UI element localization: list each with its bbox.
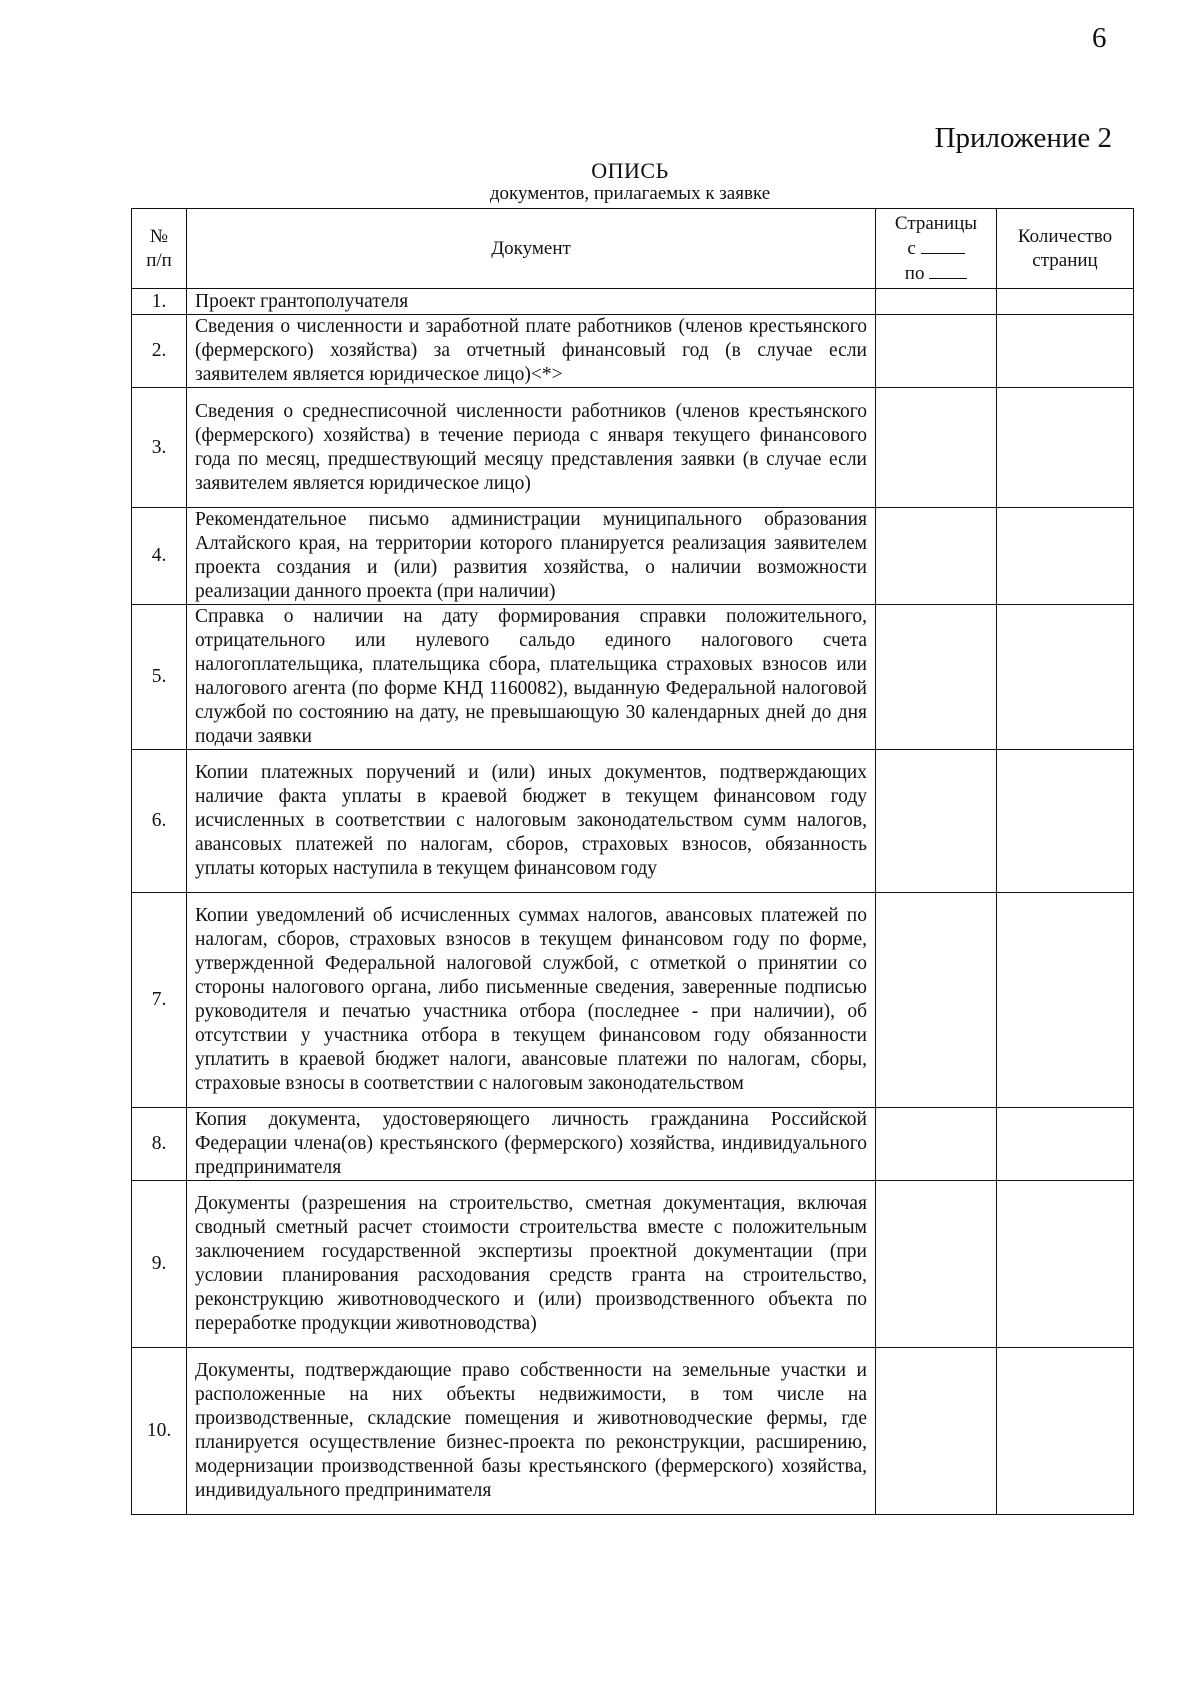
pages-range-cell[interactable] [876,508,997,605]
row-number: 1. [132,289,187,315]
header-document: Документ [187,209,876,289]
table-row [132,388,1134,508]
page-count-cell[interactable] [997,1108,1134,1181]
row-number: 4. [132,508,187,605]
pages-from-blank-line [921,236,965,254]
document-name: Рекомендательное письмо администрации муниципального образования Алтайского края, на территории которого планируется реализация заявителем проекта создания и (или) развития хозяйства, о наличии возможности реализации данного проекта (при наличии) [187,508,876,605]
pages-range-cell[interactable] [876,893,997,1108]
page-count-cell[interactable] [997,893,1134,1108]
pages-range-cell[interactable] [876,289,997,315]
row-number: 7. [132,893,187,1108]
documents-inventory-table [131,208,1134,1515]
row-number: 5. [132,605,187,750]
table-row [132,289,1134,315]
table-row [132,1181,1134,1348]
document-name: Копии уведомлений об исчисленных суммах налогов, авансовых платежей по налогам, сборов, страховых взносов в текущем финансовом году по форме, утвержденной Федеральной налоговой службой, с отметкой о принятии со стороны налогового органа, либо письменные сведения, заверенные подписью руководителя и печатью участника отбора (последнее - при наличии), об отсутствии у участника отбора в текущем финансовом году обязанности уплатить в краевой бюджет налоги, авансовые платежи по налогам, сборы, страховые взносы в соответствии с налоговым законодательством [187,893,876,1108]
row-number: 9. [132,1181,187,1348]
page-count-cell[interactable] [997,289,1134,315]
page-count-cell[interactable] [997,388,1134,508]
pages-to-blank-line [929,261,967,279]
document-title: ОПИСЬ [591,158,669,183]
page-count-cell[interactable] [997,1348,1134,1515]
row-number: 2. [132,315,187,388]
header-pages-to: по [904,262,925,284]
table-header-row [132,209,1134,289]
table-row [132,508,1134,605]
header-pages-title: Страницы [894,212,978,234]
row-number: 8. [132,1108,187,1181]
page-count-cell[interactable] [997,315,1134,388]
row-number: 6. [132,750,187,893]
page-count-cell[interactable] [997,1181,1134,1348]
header-pages-from: с [907,237,916,259]
header-number-abbr: п/п [146,249,172,271]
pages-range-cell[interactable] [876,388,997,508]
row-number: 3. [132,388,187,508]
document-name: Справка о наличии на дату формирования справки положительного, отрицательного или нулевого сальдо единого налогового счета налогоплательщика, плательщика сбора, плательщика страховых взносов или налогового агента (по форме КНД 1160082), выданную Федеральной налоговой службой по состоянию на дату, не превышающую 30 календарных дней до дня подачи заявки [187,605,876,750]
row-number: 10. [132,1348,187,1515]
pages-range-cell[interactable] [876,1181,997,1348]
table-row [132,893,1134,1108]
table-body [132,289,1134,1515]
pages-range-cell[interactable] [876,750,997,893]
document-name: Сведения о среднесписочной численности работников (членов крестьянского (фермерского) хозяйства) в течение периода с января текущего финансового года по месяц, предшествующий месяцу представления заявки (в случае если заявителем является юридическое лицо) [187,388,876,508]
page-count-cell[interactable] [997,750,1134,893]
page-number: 6 [1092,22,1107,54]
pages-range-cell[interactable] [876,1108,997,1181]
document-name: Документы (разрешения на строительство, сметная документация, включая сводный сметный расчет стоимости строительства вместе с положительным заключением государственной экспертизы проектной документации (при условии планирования расходования средств гранта на строительство, реконструкцию животноводческого и (или) производственного объекта по переработке продукции животноводства) [187,1181,876,1348]
document-subtitle: документов, прилагаемых к заявке [489,183,771,204]
header-pages [876,209,997,289]
table-row [132,750,1134,893]
header-page-count [997,209,1134,289]
table-row [132,1108,1134,1181]
page-count-cell[interactable] [997,508,1134,605]
page-count-cell[interactable] [997,605,1134,750]
document-name: Копия документа, удостоверяющего личность гражданина Российской Федерации члена(ов) крестьянского (фермерского) хозяйства, индивидуального предпринимателя [187,1108,876,1181]
pages-range-cell[interactable] [876,315,997,388]
document-name: Сведения о численности и заработной плате работников (членов крестьянского (фермерского) хозяйства) за отчетный финансовый год (в случае если заявителем является юридическое лицо)<*> [187,315,876,388]
header-count-line1: Количество [1017,225,1113,247]
pages-range-cell[interactable] [876,1348,997,1515]
header-number-sign: № [149,225,169,247]
appendix-label: Приложение 2 [934,122,1112,154]
pages-range-cell[interactable] [876,605,997,750]
table-row [132,315,1134,388]
document-name: Проект грантополучателя [187,289,876,315]
document-name: Документы, подтверждающие право собственности на земельные участки и расположенные на них объекты недвижимости, в том числе на производственные, складские помещения и животноводческие фермы, где планируется осуществление бизнес-проекта по реконструкции, расширению, модернизации производственной базы крестьянского (фермерского) хозяйства, индивидуального предпринимателя [187,1348,876,1515]
table-row [132,1348,1134,1515]
table-row [132,605,1134,750]
header-number [132,209,187,289]
document-name: Копии платежных поручений и (или) иных документов, подтверждающих наличие факта уплаты в краевой бюджет в текущем финансовом году исчисленных в соответствии с налоговым законодательством сумм налогов, авансовых платежей по налогам, сборов, страховых взносов, обязанность уплаты которых наступила в текущем финансовом году [187,750,876,893]
header-count-line2: страниц [1032,249,1098,271]
